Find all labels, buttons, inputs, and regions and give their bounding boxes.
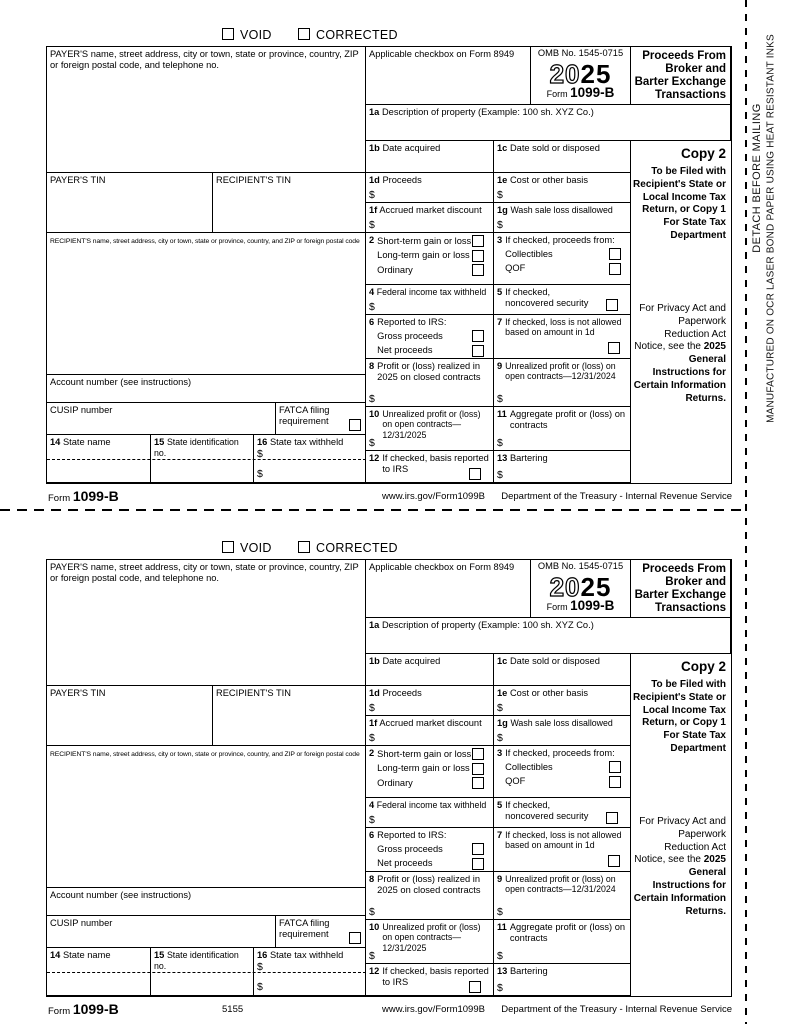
detach-separator-line — [0, 509, 745, 511]
ordinary-checkbox[interactable] — [472, 777, 484, 789]
box-12-basis-reported — [366, 964, 494, 996]
fatca-label: FATCA filing requirement — [279, 918, 330, 939]
box-number: 13 — [497, 453, 508, 463]
box-label: Reported to IRS: — [377, 317, 447, 327]
box-number: 12 — [369, 453, 380, 463]
recipient-info-cell — [47, 746, 366, 888]
dollar-sign: $ — [369, 813, 375, 826]
box-number: 16 — [257, 950, 268, 960]
box-2-gain-type — [366, 233, 494, 285]
box-number: 1b — [369, 143, 380, 153]
box-label: If checked, basis reported to IRS — [382, 966, 489, 987]
box-label: If checked, noncovered security — [505, 287, 589, 308]
applicable-checkbox-label: Applicable checkbox on Form 8949 — [369, 49, 515, 59]
form-title: Proceeds From Broker and Barter Exchange Transactions — [631, 47, 731, 105]
payer-tin-cell — [47, 173, 213, 233]
box-label: Proceeds — [382, 175, 422, 185]
form-1099b — [46, 539, 732, 1018]
void-label: VOID — [240, 541, 272, 555]
box-9-unrealized-2024 — [494, 359, 631, 407]
box-5-noncovered-security — [494, 285, 631, 315]
fatca-cell — [276, 403, 366, 435]
box-number: 10 — [369, 409, 380, 419]
option-label: Ordinary — [377, 264, 413, 275]
dollar-sign: $ — [257, 980, 263, 993]
recipient-tin-label: RECIPIENT'S TIN — [216, 688, 291, 698]
footer-irs-url: www.irs.gov/Form1099B — [382, 1004, 485, 1015]
box-8-profit-closed-contracts — [366, 872, 494, 920]
recipient-info-label: RECIPIENT'S name, street address, city or town, state or province, country, and ZIP or foreign postal code — [50, 751, 360, 758]
box-label: State name — [62, 437, 111, 447]
box-1a-description — [366, 618, 731, 654]
dollar-sign: $ — [497, 949, 503, 962]
box-number: 7 — [497, 830, 503, 840]
recipient-info-label: RECIPIENT'S name, street address, city or town, state or province, country, and ZIP or foreign postal code — [50, 238, 360, 245]
box-13-bartering — [494, 964, 631, 996]
fatca-checkbox[interactable] — [349, 932, 361, 944]
option-label: Long-term gain or loss — [377, 763, 470, 774]
box-number: 14 — [50, 437, 61, 447]
box-9-unrealized-2024 — [494, 872, 631, 920]
omb-cell — [531, 47, 631, 105]
option-label: Gross proceeds — [377, 330, 443, 341]
form-1099b — [46, 26, 732, 505]
corrected-label: CORRECTED — [316, 28, 398, 42]
cusip-cell — [47, 403, 276, 435]
form-number-line: Form 1099-B — [546, 85, 615, 101]
box-3-proceeds-from — [494, 233, 631, 285]
box-12-basis-reported — [366, 451, 494, 483]
payer-info-label: PAYER'S name, street address, city or town, state or province, country, ZIP or foreign postal code, and telephone no. — [50, 562, 359, 583]
box-label: Date sold or disposed — [509, 656, 600, 666]
box-label: If checked, noncovered security — [505, 800, 589, 821]
box-11-aggregate-profit — [494, 407, 631, 451]
payer-tin-label: PAYER'S TIN — [50, 688, 106, 698]
box-number: 15 — [154, 950, 165, 960]
box-label: Cost or other basis — [509, 688, 588, 698]
recipient-tin-cell — [213, 173, 366, 233]
box-8-profit-closed-contracts — [366, 359, 494, 407]
box-label: Unrealized profit or (loss) on open contracts—12/31/2025 — [382, 922, 481, 953]
box-1a-description — [366, 105, 731, 141]
box-number: 1a — [369, 620, 380, 630]
box-label: Bartering — [509, 966, 548, 976]
box-number: 14 — [50, 950, 61, 960]
basis-reported-checkbox[interactable] — [469, 468, 481, 480]
copy-column — [631, 141, 731, 483]
box-label: Accrued market discount — [379, 718, 482, 728]
form-grid — [46, 559, 732, 997]
dollar-sign: $ — [369, 188, 375, 201]
box-number: 11 — [497, 409, 507, 419]
form-footer — [46, 487, 732, 505]
payer-info-label: PAYER'S name, street address, city or town, state or province, country, ZIP or foreign postal code, and telephone no. — [50, 49, 359, 70]
box-1c-date-sold — [494, 141, 631, 173]
copy-label: Copy 2 — [680, 659, 726, 674]
privacy-notice: For Privacy Act and Paperwork Reduction Act Notice, see the 2025 General Instructions for Certain Information Returns. — [633, 816, 726, 917]
noncovered-security-checkbox[interactable] — [606, 812, 618, 824]
applicable-checkbox-label: Applicable checkbox on Form 8949 — [369, 562, 515, 572]
box-10-unrealized-2025 — [366, 920, 494, 964]
option-label: Short-term gain or loss — [377, 748, 472, 759]
box-label: Accrued market discount — [379, 205, 482, 215]
void-checkbox[interactable] — [222, 28, 234, 40]
cusip-label: CUSIP number — [50, 918, 113, 928]
account-number-label: Account number (see instructions) — [50, 890, 192, 900]
box-label: State name — [62, 950, 111, 960]
recipient-tin-label: RECIPIENT'S TIN — [216, 175, 291, 185]
box-label: Description of property (Example: 100 sh. XYZ Co.) — [381, 620, 594, 630]
box-label: Profit or (loss) realized in 2025 on closed contracts — [377, 874, 481, 895]
box-1f-accrued-discount — [366, 716, 494, 746]
box-label: If checked, proceeds from: — [505, 748, 615, 758]
box-label: Aggregate profit or (loss) on contracts — [509, 409, 626, 430]
box-10-unrealized-2025 — [366, 407, 494, 451]
box-number: 1b — [369, 656, 380, 666]
box-number: 8 — [369, 874, 375, 884]
omb-number: OMB No. 1545-0715 — [537, 48, 624, 58]
box-4-fed-tax-withheld — [366, 285, 494, 315]
cusip-label: CUSIP number — [50, 405, 113, 415]
ordinary-checkbox[interactable] — [472, 264, 484, 276]
dollar-sign: $ — [369, 731, 375, 744]
long-term-gain-checkbox[interactable] — [472, 763, 484, 775]
box-13-bartering — [494, 451, 631, 483]
privacy-notice: For Privacy Act and Paperwork Reduction Act Notice, see the 2025 General Instructions for Certain Information Returns. — [633, 303, 726, 404]
box-number: 13 — [497, 966, 508, 976]
form-title: Proceeds From Broker and Barter Exchange Transactions — [631, 560, 731, 618]
box-label: If checked, basis reported to IRS — [382, 453, 489, 474]
recipient-info-cell — [47, 233, 366, 375]
box-1d-proceeds — [366, 173, 494, 203]
state-entry-dashed-line — [47, 972, 366, 973]
tax-year: 2025 — [549, 58, 612, 89]
box-number: 1e — [497, 175, 508, 185]
box-6-reported-to-irs — [366, 315, 494, 359]
box-1c-date-sold — [494, 654, 631, 686]
option-label: Ordinary — [377, 777, 413, 788]
recipient-tin-cell — [213, 686, 366, 746]
option-label: Net proceeds — [377, 858, 433, 869]
copy-instructions: To be Filed with Recipient's State or Local Income Tax Return, or Copy 1 For State Tax Department — [633, 165, 726, 241]
box-7-loss-not-allowed — [494, 828, 631, 872]
box-label: Wash sale loss disallowed — [510, 205, 613, 215]
dollar-sign: $ — [497, 905, 503, 918]
dollar-sign: $ — [497, 188, 503, 201]
dollar-sign: $ — [257, 961, 263, 973]
box-number: 1f — [369, 718, 378, 728]
option-label: QOF — [505, 263, 526, 274]
fatca-label: FATCA filing requirement — [279, 405, 330, 426]
box-number: 3 — [497, 748, 503, 758]
loss-not-allowed-checkbox[interactable] — [608, 855, 620, 867]
form-number-line: Form 1099-B — [546, 598, 615, 614]
box-label: State tax withheld — [269, 950, 344, 960]
box-3-proceeds-from — [494, 746, 631, 798]
basis-reported-checkbox[interactable] — [469, 981, 481, 993]
option-label: Collectibles — [505, 761, 553, 772]
box-number: 1c — [497, 143, 508, 153]
box-label: Cost or other basis — [509, 175, 588, 185]
loss-not-allowed-checkbox[interactable] — [608, 342, 620, 354]
dollar-sign: $ — [497, 392, 503, 405]
box-label: Federal income tax withheld — [376, 800, 487, 810]
box-1e-cost-basis — [494, 173, 631, 203]
box-7-loss-not-allowed — [494, 315, 631, 359]
option-label: Long-term gain or loss — [377, 250, 470, 261]
box-number: 1d — [369, 688, 380, 698]
box-label: Unrealized profit or (loss) on open contracts—12/31/2025 — [382, 409, 481, 440]
box-number: 5 — [497, 287, 503, 297]
gross-proceeds-checkbox[interactable] — [472, 843, 484, 855]
short-term-gain-checkbox[interactable] — [472, 235, 484, 247]
footer-form-name: Form 1099-B — [48, 1001, 119, 1017]
fatca-cell — [276, 916, 366, 948]
box-label: If checked, loss is not allowed based on amount in 1d — [505, 317, 622, 338]
box-number: 2 — [369, 748, 375, 758]
net-proceeds-checkbox[interactable] — [472, 858, 484, 870]
form-program-number: 5155 — [222, 1004, 244, 1015]
omb-cell — [531, 560, 631, 618]
short-term-gain-checkbox[interactable] — [472, 748, 484, 760]
dollar-sign: $ — [369, 392, 375, 405]
footer-form-name: Form 1099-B — [48, 488, 119, 504]
box-label: Federal income tax withheld — [376, 287, 487, 297]
box-label: Wash sale loss disallowed — [510, 718, 613, 728]
box-label: Unrealized profit or (loss) on open contracts—12/31/2024 — [505, 361, 616, 382]
box-2-gain-type — [366, 746, 494, 798]
box-label: State tax withheld — [269, 437, 344, 447]
option-label: Gross proceeds — [377, 843, 443, 854]
void-corrected-row — [46, 26, 732, 44]
box-11-aggregate-profit — [494, 920, 631, 964]
manufactured-note-text: MANUFACTURED ON OCR LASER BOND PAPER USING HEAT RESISTANT INKS — [765, 34, 777, 423]
collectibles-checkbox[interactable] — [609, 248, 621, 260]
copy-instructions: To be Filed with Recipient's State or Local Income Tax Return, or Copy 1 For State Tax Department — [633, 678, 726, 754]
dollar-sign: $ — [369, 905, 375, 918]
option-label: Short-term gain or loss — [377, 235, 472, 246]
box-label: Description of property (Example: 100 sh. XYZ Co.) — [381, 107, 594, 117]
copy-label: Copy 2 — [680, 146, 726, 161]
box-number: 4 — [369, 800, 375, 810]
payer-tin-label: PAYER'S TIN — [50, 175, 106, 185]
account-number-cell — [47, 375, 366, 403]
void-corrected-row — [46, 539, 732, 557]
box-number: 1c — [497, 656, 508, 666]
payer-info-cell — [47, 560, 366, 686]
dollar-sign: $ — [497, 218, 503, 231]
state-entry-dashed-line — [47, 459, 366, 460]
corrected-checkbox[interactable] — [298, 28, 310, 40]
dollar-sign: $ — [369, 436, 375, 449]
void-label: VOID — [240, 28, 272, 42]
footer-treasury-dept: Department of the Treasury - Internal Revenue Service — [501, 491, 732, 502]
box-label: If checked, loss is not allowed based on amount in 1d — [505, 830, 622, 851]
net-proceeds-checkbox[interactable] — [472, 345, 484, 357]
detach-vertical-dashed-line — [745, 0, 747, 1024]
applicable-checkbox-cell — [366, 47, 531, 105]
box-1b-date-acquired — [366, 654, 494, 686]
long-term-gain-checkbox[interactable] — [472, 250, 484, 262]
dollar-sign: $ — [369, 300, 375, 313]
dollar-sign: $ — [369, 218, 375, 231]
box-label: Date sold or disposed — [509, 143, 600, 153]
box-number: 10 — [369, 922, 380, 932]
form-footer — [46, 1000, 732, 1018]
box-number: 9 — [497, 874, 503, 884]
box-label: Date acquired — [382, 143, 441, 153]
box-4-fed-tax-withheld — [366, 798, 494, 828]
corrected-checkbox[interactable] — [298, 541, 310, 553]
applicable-checkbox-cell — [366, 560, 531, 618]
dollar-sign: $ — [257, 467, 263, 480]
box-number: 15 — [154, 437, 165, 447]
qof-checkbox[interactable] — [609, 776, 621, 788]
noncovered-security-checkbox[interactable] — [606, 299, 618, 311]
box-1e-cost-basis — [494, 686, 631, 716]
dollar-sign: $ — [369, 701, 375, 714]
box-number: 16 — [257, 437, 268, 447]
box-number: 6 — [369, 317, 375, 327]
omb-number: OMB No. 1545-0715 — [537, 561, 624, 571]
box-label: Bartering — [509, 453, 548, 463]
dollar-sign: $ — [497, 468, 503, 481]
qof-checkbox[interactable] — [609, 263, 621, 275]
dollar-sign: $ — [497, 981, 503, 994]
box-number: 1e — [497, 688, 508, 698]
box-label: Proceeds — [382, 688, 422, 698]
box-6-reported-to-irs — [366, 828, 494, 872]
cusip-cell — [47, 916, 276, 948]
box-label: State identification no. — [154, 950, 239, 971]
bottom-form-slot — [46, 539, 732, 1018]
box-number: 1d — [369, 175, 380, 185]
box-label: Date acquired — [382, 656, 441, 666]
box-number: 1g — [497, 205, 508, 215]
footer-irs-url: www.irs.gov/Form1099B — [382, 491, 485, 502]
box-label: Profit or (loss) realized in 2025 on closed contracts — [377, 361, 481, 382]
box-number: 9 — [497, 361, 503, 371]
box-number: 12 — [369, 966, 380, 976]
void-checkbox[interactable] — [222, 541, 234, 553]
account-number-cell — [47, 888, 366, 916]
account-number-label: Account number (see instructions) — [50, 377, 192, 387]
collectibles-checkbox[interactable] — [609, 761, 621, 773]
box-label: Unrealized profit or (loss) on open contracts—12/31/2024 — [505, 874, 616, 895]
detach-before-mailing-text: DETACH BEFORE MAILING — [751, 103, 763, 253]
payer-tin-cell — [47, 686, 213, 746]
box-number: 3 — [497, 235, 503, 245]
option-label: QOF — [505, 776, 526, 787]
box-label: State identification no. — [154, 437, 239, 458]
option-label: Collectibles — [505, 248, 553, 259]
dollar-sign: $ — [497, 701, 503, 714]
box-number: 1a — [369, 107, 380, 117]
box-1g-wash-sale — [494, 203, 631, 233]
dollar-sign: $ — [497, 436, 503, 449]
box-5-noncovered-security — [494, 798, 631, 828]
form-grid — [46, 46, 732, 484]
gross-proceeds-checkbox[interactable] — [472, 330, 484, 342]
option-label: Net proceeds — [377, 345, 433, 356]
tax-year: 2025 — [549, 571, 612, 602]
box-number: 2 — [369, 235, 375, 245]
dollar-sign: $ — [257, 448, 263, 460]
box-number: 6 — [369, 830, 375, 840]
dollar-sign: $ — [369, 949, 375, 962]
box-label: Aggregate profit or (loss) on contracts — [509, 922, 626, 943]
fatca-checkbox[interactable] — [349, 419, 361, 431]
box-label: Reported to IRS: — [377, 830, 447, 840]
box-number: 7 — [497, 317, 503, 327]
box-1f-accrued-discount — [366, 203, 494, 233]
box-1b-date-acquired — [366, 141, 494, 173]
box-number: 11 — [497, 922, 507, 932]
top-form-wrap — [46, 26, 732, 505]
copy-column — [631, 654, 731, 996]
payer-info-cell — [47, 47, 366, 173]
footer-treasury-dept: Department of the Treasury - Internal Revenue Service — [501, 1004, 732, 1015]
box-1d-proceeds — [366, 686, 494, 716]
box-number: 4 — [369, 287, 375, 297]
box-number: 5 — [497, 800, 503, 810]
box-label: If checked, proceeds from: — [505, 235, 615, 245]
dollar-sign: $ — [497, 731, 503, 744]
box-1g-wash-sale — [494, 716, 631, 746]
box-number: 8 — [369, 361, 375, 371]
box-number: 1f — [369, 205, 378, 215]
corrected-label: CORRECTED — [316, 541, 398, 555]
box-number: 1g — [497, 718, 508, 728]
